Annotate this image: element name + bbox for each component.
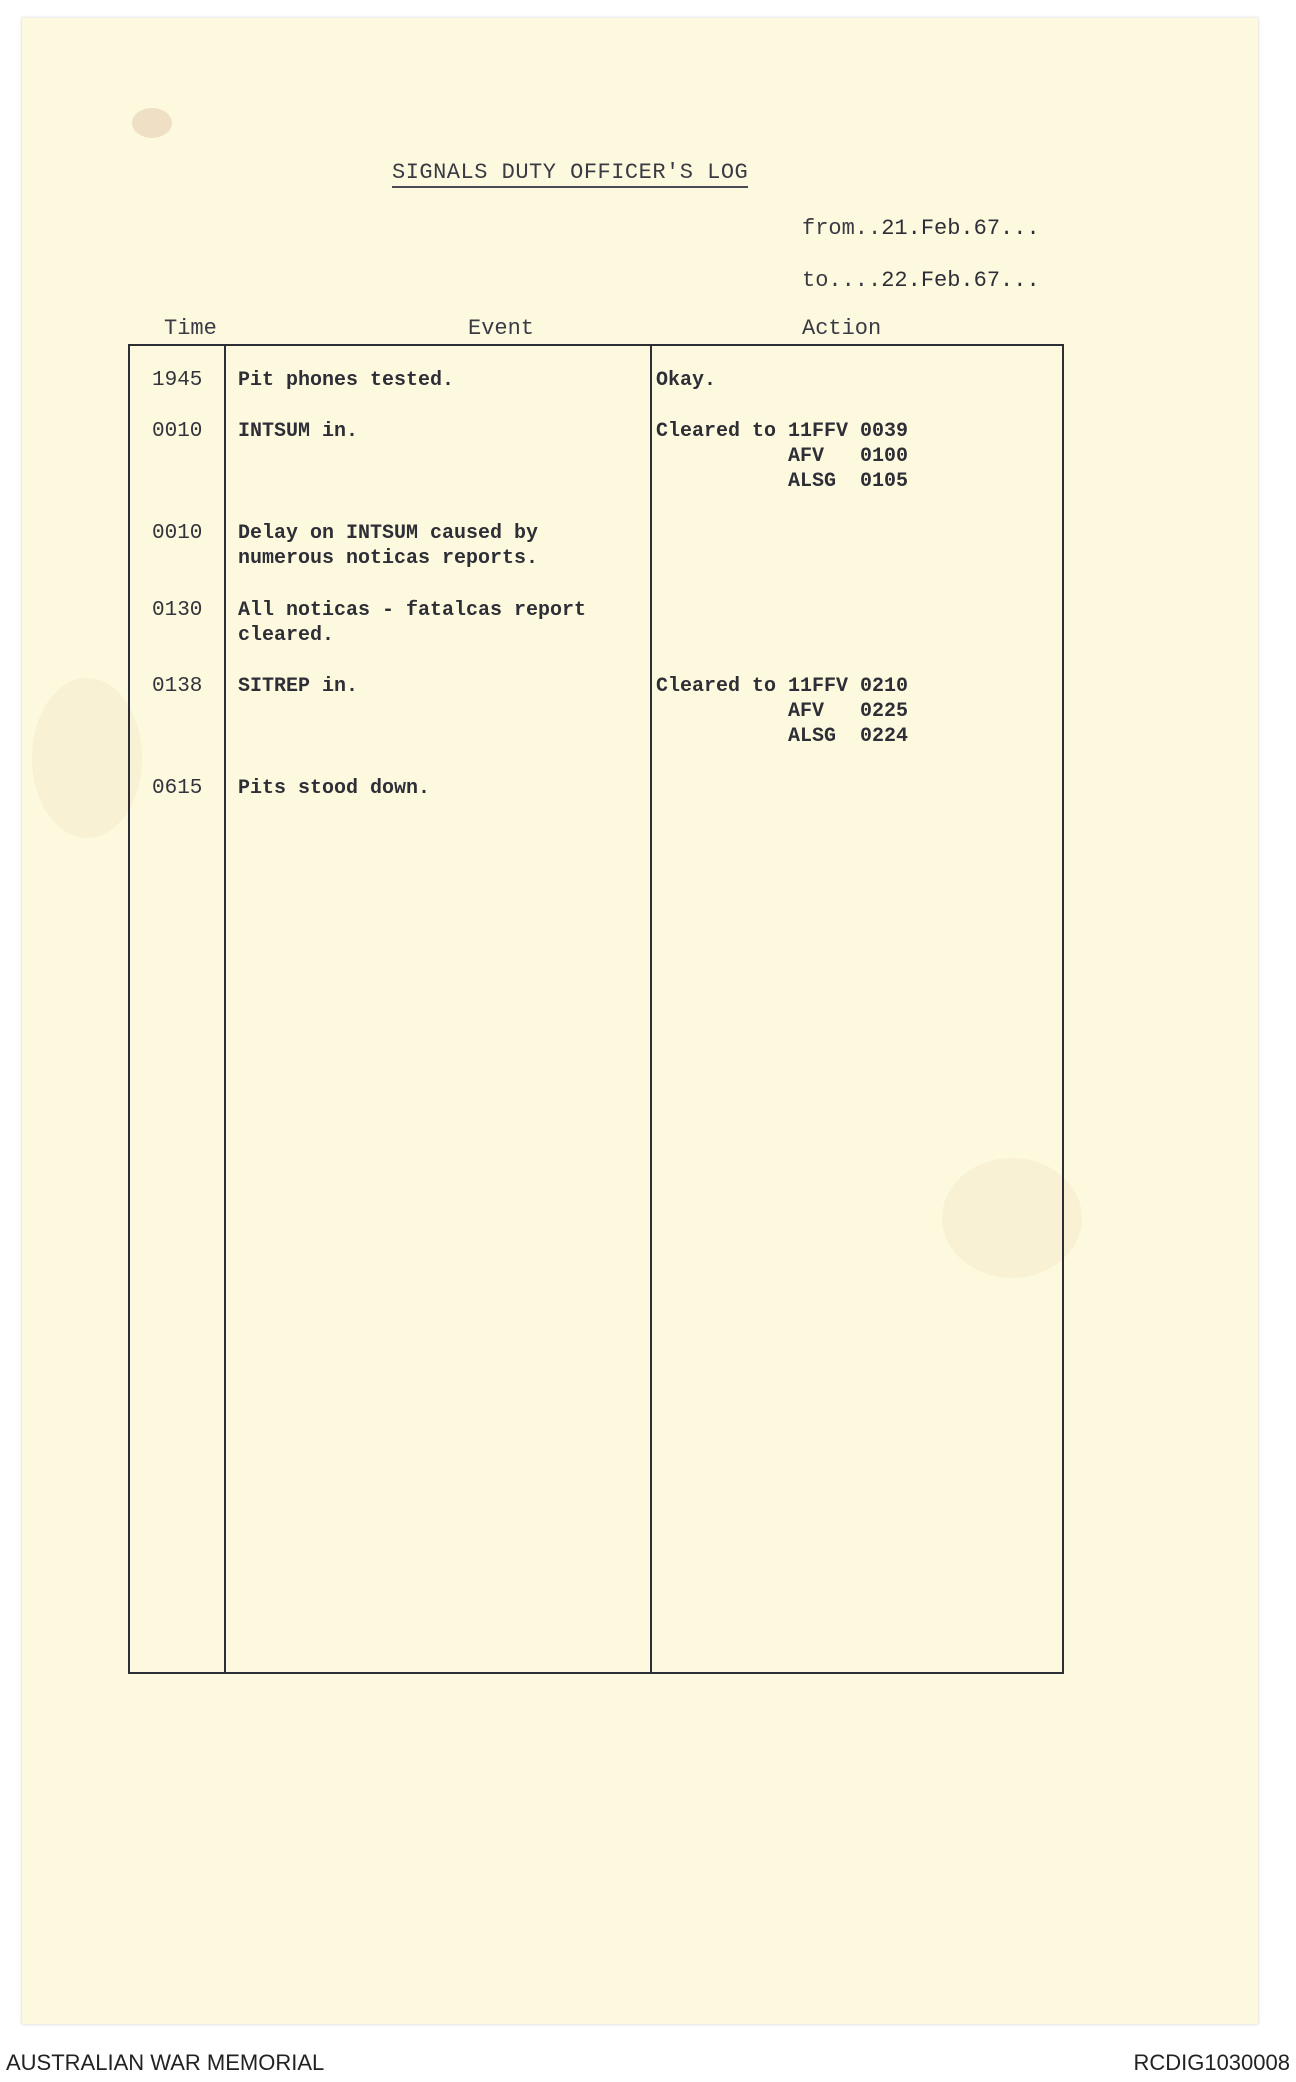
entry-time: 1945 — [152, 369, 203, 392]
document-title: SIGNALS DUTY OFFICER'S LOG — [392, 160, 748, 188]
date-to — [802, 268, 1040, 293]
entry-event: Pits stood down. — [238, 777, 431, 800]
entry-action: Cleared to 11FFV 0039 AFV 0100 ALSG 0105 — [656, 420, 909, 493]
footer-record-id: RCDIG1030008 — [1133, 2050, 1290, 2075]
column-header-time: Time — [164, 316, 217, 341]
footer-institution: AUSTRALIAN WAR MEMORIAL — [6, 2050, 325, 2075]
entry-event: Delay on INTSUM caused by numerous noticas reports. — [238, 522, 539, 570]
entry-event: INTSUM in. — [238, 420, 359, 443]
entry-event: Pit phones tested. — [238, 369, 455, 392]
column-header-action: Action — [802, 316, 882, 341]
paper-stain — [32, 678, 142, 838]
date-to-value: 22.Feb.67... — [881, 268, 1040, 293]
date-from-label: from.. — [802, 216, 882, 241]
entry-time: 0138 — [152, 675, 203, 698]
entry-time: 0010 — [152, 522, 203, 545]
paper-stain — [132, 108, 172, 138]
log-table — [128, 344, 1064, 1674]
entry-time: 0010 — [152, 420, 203, 443]
entry-event: All noticas - fatalcas report cleared. — [238, 599, 587, 647]
entry-action: Cleared to 11FFV 0210 AFV 0225 ALSG 0224 — [656, 675, 909, 748]
entry-event: SITREP in. — [238, 675, 359, 698]
entry-action: Okay. — [656, 369, 717, 392]
entry-time: 0130 — [152, 599, 203, 622]
column-divider — [224, 346, 226, 1672]
date-from-value: 21.Feb.67... — [881, 216, 1040, 241]
date-from — [802, 216, 1040, 241]
column-header-event: Event — [468, 316, 535, 341]
entry-time: 0615 — [152, 777, 203, 800]
date-to-label: to.... — [802, 268, 882, 293]
column-divider — [650, 346, 652, 1672]
